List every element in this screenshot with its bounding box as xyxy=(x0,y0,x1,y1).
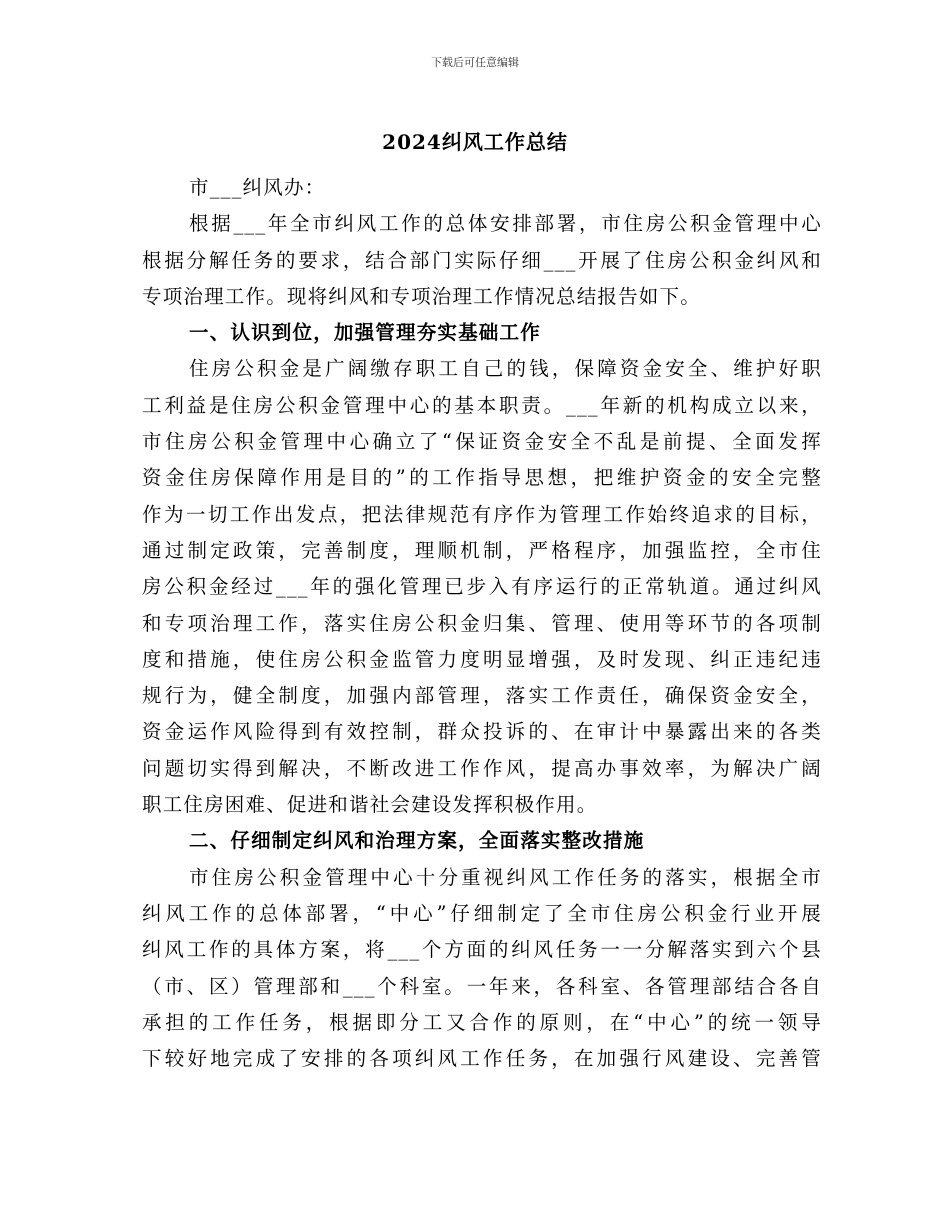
paragraph-line: 通过制定政策，完善制度，理顺机制，严格程序，加强监控，全市住 xyxy=(142,538,822,562)
salutation: 市___纠风办： xyxy=(189,176,326,199)
paragraph-line: 资金运作风险得到有效控制，群众投诉的、在审计中暴露出来的各类 xyxy=(142,720,822,744)
paragraph-line: 工利益是住房公积金管理中心的基本职责。___年新的机构成立以来， xyxy=(142,393,822,417)
paragraph-line: 根据___年全市纠风工作的总体安排部署，市住房公积金管理中心 xyxy=(189,212,822,236)
paragraph-line: 职工住房困难、促进和谐社会建设发挥积极作用。 xyxy=(142,793,598,817)
paragraph-line: 承担的工作任务，根据即分工又合作的原则，在“中心”的统一领导 xyxy=(142,1010,822,1034)
paragraph-line: 规行为，健全制度，加强内部管理，落实工作责任，确保资金安全， xyxy=(142,684,822,708)
section-heading-2: 二、仔细制定纠风和治理方案，全面落实整改措施 xyxy=(189,829,645,853)
paragraph-line: 市住房公积金管理中心十分重视纠风工作任务的落实，根据全市 xyxy=(189,865,822,889)
paragraph-line: 作为一切工作出发点，把法律规范有序作为管理工作始终追求的目标， xyxy=(142,502,822,526)
paragraph-line: 下较好地完成了安排的各项纠风工作任务，在加强行风建设、完善管 xyxy=(142,1047,822,1071)
document-body xyxy=(142,170,822,1077)
paragraph-line: （市、区）管理部和___个科室。一年来，各科室、各管理部结合各自 xyxy=(142,974,822,998)
document-title: 2024纠风工作总结 xyxy=(382,130,568,154)
header-note: 下载后可任意编辑 xyxy=(431,56,519,69)
paragraph-line: 度和措施，使住房公积金监管力度明显增强，及时发现、纠正违纪违 xyxy=(142,647,822,671)
paragraph-line: 市住房公积金管理中心确立了“保证资金安全不乱是前提、全面发挥 xyxy=(142,430,822,454)
section-heading-1: 一、认识到位，加强管理夯实基础工作 xyxy=(189,321,541,345)
paragraph-line: 纠风工作的具体方案，将___个方面的纠风任务一一分解落实到六个县 xyxy=(142,938,822,962)
paragraph-line: 资金住房保障作用是目的”的工作指导思想，把维护资金的安全完整 xyxy=(142,466,822,490)
paragraph-line: 和专项治理工作，落实住房公积金归集、管理、使用等环节的各项制 xyxy=(142,611,822,635)
paragraph-line: 房公积金经过___年的强化管理已步入有序运行的正常轨道。通过纠风 xyxy=(142,575,822,599)
paragraph-line: 纠风工作的总体部署，“中心”仔细制定了全市住房公积金行业开展 xyxy=(142,901,822,925)
paragraph-line: 住房公积金是广阔缴存职工自己的钱，保障资金安全、维护好职 xyxy=(189,357,822,381)
paragraph-line: 问题切实得到解决，不断改进工作作风，提高办事效率，为解决广阔 xyxy=(142,756,822,780)
paragraph-line: 专项治理工作。现将纠风和专项治理工作情况总结报告如下。 xyxy=(142,284,701,308)
paragraph-line: 根据分解任务的要求，结合部门实际仔细___开展了住房公积金纠风和 xyxy=(142,248,822,272)
